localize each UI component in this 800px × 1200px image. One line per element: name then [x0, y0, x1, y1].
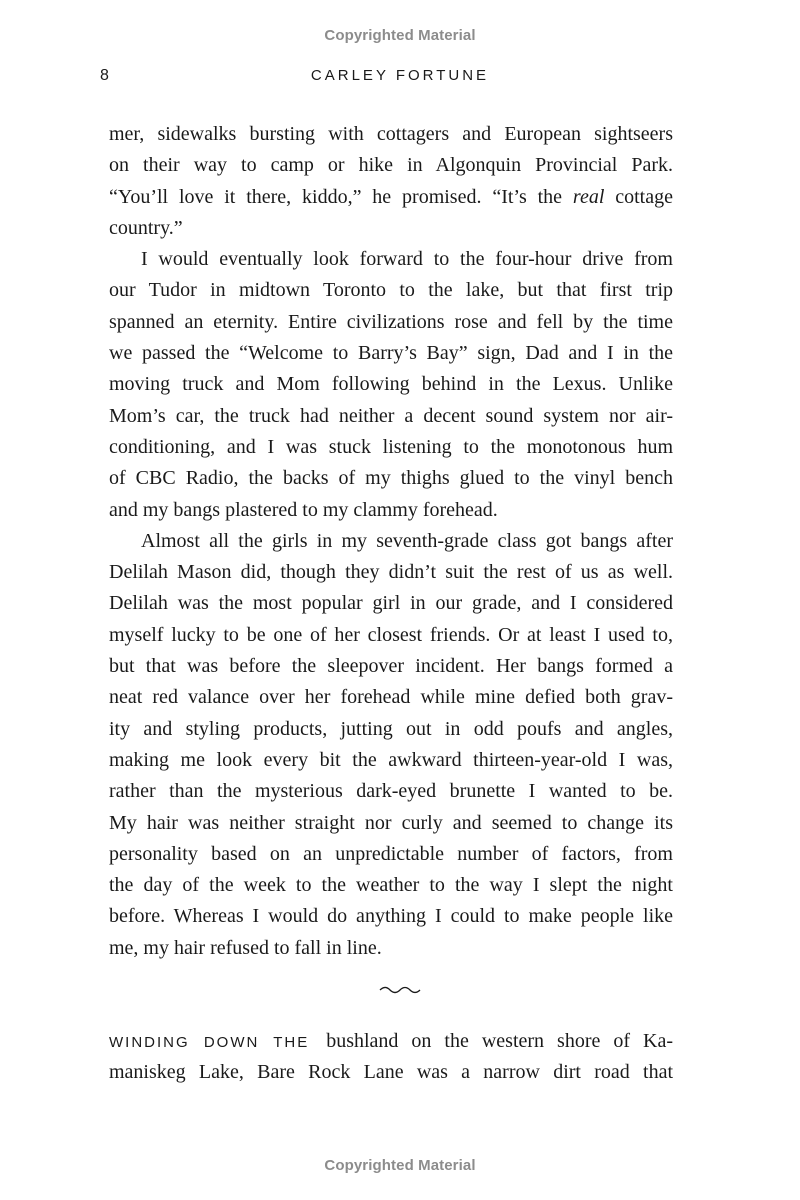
- text-line: country.”: [109, 216, 183, 239]
- text-line: neat red valance over her forehead while mine defied both grav-: [109, 686, 673, 709]
- page-number: 8: [100, 67, 109, 84]
- text-segment: cottage: [604, 185, 673, 208]
- text-line: before. Whereas I would do anything I could to make people like: [109, 905, 673, 928]
- text-line: me, my hair refused to fall in line.: [109, 936, 382, 959]
- text-line: our Tudor in midtown Toronto to the lake, but that first trip: [109, 279, 673, 302]
- text-line: Delilah Mason did, though they didn’t suit the rest of us as well.: [109, 561, 673, 584]
- section-break: [0, 982, 800, 1000]
- text-line: of CBC Radio, the backs of my thighs glued to the vinyl bench: [109, 467, 673, 490]
- text-line: Almost all the girls in my seventh-grade class got bangs after: [141, 529, 673, 552]
- text-line: My hair was neither straight nor curly and seemed to change its: [109, 811, 673, 834]
- section-lead-in: WINDING DOWN THE: [109, 1034, 310, 1051]
- text-line: [109, 182, 673, 213]
- text-line: [109, 1026, 673, 1057]
- text-line: Delilah was the most popular girl in our grade, and I considered: [109, 592, 673, 615]
- text-line: mer, sidewalks bursting with cottagers and European sightseers: [109, 123, 673, 145]
- text-line: the day of the week to the weather to the way I slept the night: [109, 874, 673, 897]
- text-line: making me look every bit the awkward thirteen-year-old I was,: [109, 748, 673, 771]
- text-line: ity and styling products, jutting out in odd poufs and angles,: [109, 717, 673, 740]
- text-segment: “You’ll love it there, kiddo,” he promised. “It’s the: [109, 185, 573, 208]
- text-line: but that was before the sleepover incident. Her bangs formed a: [109, 655, 673, 678]
- text-line: conditioning, and I was stuck listening to the monotonous hum: [109, 435, 673, 458]
- text-segment: bushland on the western shore of Ka-: [326, 1030, 674, 1052]
- text-line: maniskeg Lake, Bare Rock Lane was a narrow dirt road that: [109, 1061, 673, 1084]
- running-head: [0, 67, 800, 89]
- text-line: on their way to camp or hike in Algonquin Provincial Park.: [109, 154, 673, 177]
- text-line: rather than the mysterious dark-eyed brunette I wanted to be.: [109, 780, 673, 803]
- text-line: spanned an eternity. Entire civilizations rose and fell by the time: [109, 310, 673, 333]
- text-line: moving truck and Mom following behind in the Lexus. Unlike: [109, 373, 673, 396]
- section-break-ornament: [378, 983, 422, 995]
- italic-word: real: [572, 185, 605, 208]
- text-line: personality based on an unpredictable number of factors, from: [109, 842, 673, 865]
- copyright-watermark-top: Copyrighted Material: [324, 27, 476, 44]
- text-line: myself lucky to be one of her closest friends. Or at least I used to,: [109, 623, 673, 646]
- copyright-watermark-bottom: Copyrighted Material: [324, 1157, 476, 1174]
- text-line: we passed the “Welcome to Barry’s Bay” sign, Dad and I in the: [109, 342, 673, 365]
- text-line: Mom’s car, the truck had neither a decent sound system nor air-: [109, 404, 673, 427]
- body-text-section-2: [109, 1026, 673, 1089]
- text-line: I would eventually look forward to the four-hour drive from: [141, 248, 673, 271]
- body-text: [109, 119, 673, 964]
- running-title: CARLEY FORTUNE: [310, 67, 490, 84]
- text-line: and my bangs plastered to my clammy forehead.: [109, 498, 498, 521]
